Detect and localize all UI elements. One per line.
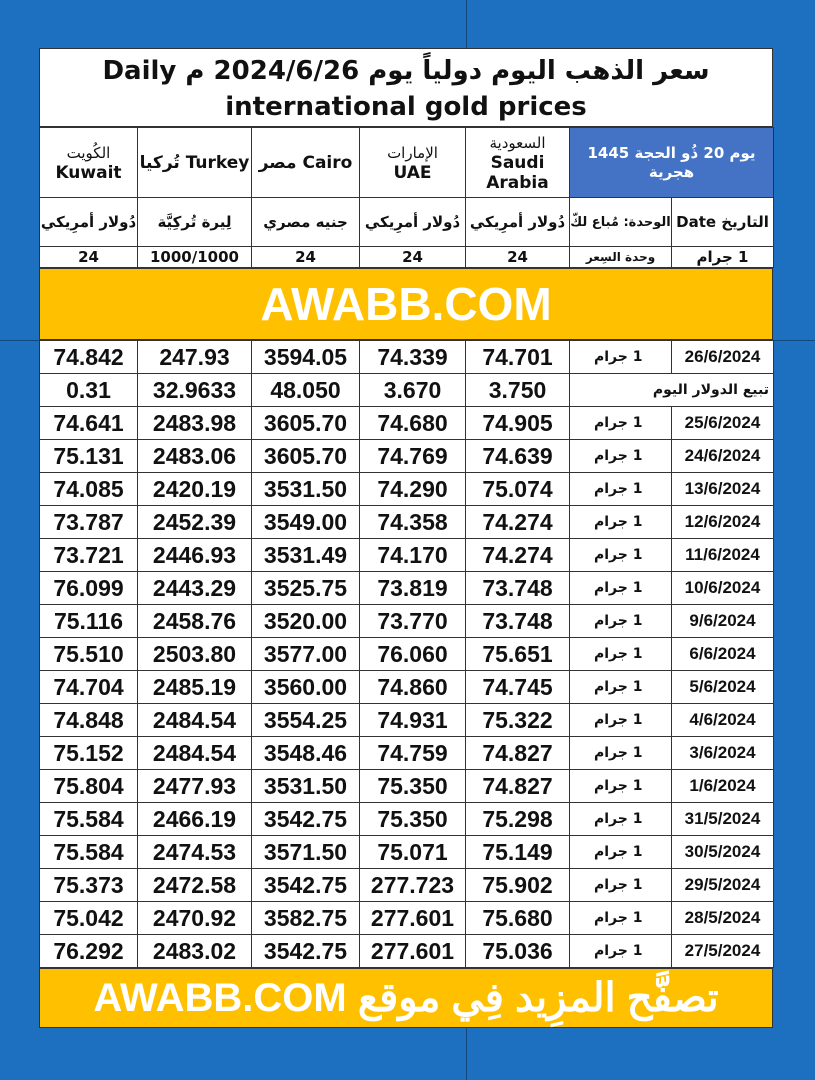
price-cairo: 3571.50 — [252, 836, 360, 869]
price-uae: 74.358 — [360, 506, 466, 539]
price-saudi: 75.680 — [466, 902, 570, 935]
price-uae: 74.931 — [360, 704, 466, 737]
usd-turkey: 32.9633 — [138, 374, 252, 407]
price-saudi: 74.827 — [466, 770, 570, 803]
quantity-cell: 1 جرام — [570, 935, 672, 968]
table-row — [40, 704, 774, 737]
table-row — [40, 902, 774, 935]
price-turkey: 2474.53 — [138, 836, 252, 869]
page-title — [39, 48, 773, 127]
country-header-row — [40, 128, 774, 198]
usd-saudi: 3.750 — [466, 374, 570, 407]
price-turkey: 2458.76 — [138, 605, 252, 638]
quantity-cell: 1 جرام — [570, 803, 672, 836]
table-row — [40, 341, 774, 374]
price-uae: 75.350 — [360, 803, 466, 836]
price-cairo: 3560.00 — [252, 671, 360, 704]
price-uae: 277.601 — [360, 935, 466, 968]
table-row — [40, 539, 774, 572]
price-saudi: 73.748 — [466, 605, 570, 638]
karat-kuwait: 24 — [40, 247, 138, 268]
price-uae: 75.071 — [360, 836, 466, 869]
price-saudi: 75.149 — [466, 836, 570, 869]
quantity-cell: 1 جرام — [570, 737, 672, 770]
price-uae: 74.860 — [360, 671, 466, 704]
date-cell: 10/6/2024 — [672, 572, 774, 605]
table-row — [40, 803, 774, 836]
price-turkey: 2443.29 — [138, 572, 252, 605]
table-row — [40, 638, 774, 671]
price-turkey: 2477.93 — [138, 770, 252, 803]
quantity-cell: 1 جرام — [570, 407, 672, 440]
header-saudi — [466, 128, 570, 198]
date-cell: 12/6/2024 — [672, 506, 774, 539]
footer-banner: تصفَّح المزِيد فِي موقع AWABB.COM — [39, 968, 773, 1028]
price-saudi: 75.902 — [466, 869, 570, 902]
price-turkey: 2472.58 — [138, 869, 252, 902]
price-saudi: 73.748 — [466, 572, 570, 605]
table-row — [40, 572, 774, 605]
price-cairo: 3542.75 — [252, 869, 360, 902]
unit-saudi: دُولار أمرِيكي — [466, 198, 570, 247]
date-cell: 1/6/2024 — [672, 770, 774, 803]
table-row — [40, 407, 774, 440]
price-uae: 75.350 — [360, 770, 466, 803]
price-saudi: 74.701 — [466, 341, 570, 374]
quantity-cell: 1 جرام — [570, 902, 672, 935]
price-uae: 277.723 — [360, 869, 466, 902]
price-uae: 73.819 — [360, 572, 466, 605]
quantity-cell: 1 جرام — [570, 572, 672, 605]
price-saudi: 74.827 — [466, 737, 570, 770]
quantity-cell: 1 جرام — [570, 671, 672, 704]
quantity-cell: 1 جرام — [570, 506, 672, 539]
quantity-cell: 1 جرام — [570, 704, 672, 737]
price-cairo: 3577.00 — [252, 638, 360, 671]
price-turkey: 2452.39 — [138, 506, 252, 539]
units-row — [40, 198, 774, 247]
price-turkey: 2483.06 — [138, 440, 252, 473]
price-saudi: 75.036 — [466, 935, 570, 968]
usd-uae: 3.670 — [360, 374, 466, 407]
karat-row — [40, 247, 774, 268]
usd-kuwait: 0.31 — [40, 374, 138, 407]
price-kuwait: 76.292 — [40, 935, 138, 968]
price-uae: 74.170 — [360, 539, 466, 572]
price-saudi: 74.274 — [466, 506, 570, 539]
title-line-2: international gold prices — [225, 92, 587, 122]
table-row — [40, 770, 774, 803]
date-cell: 13/6/2024 — [672, 473, 774, 506]
price-uae: 76.060 — [360, 638, 466, 671]
usd-rate-label: تبيع الدولار اليوم — [570, 374, 774, 407]
quantity-cell: 1 جرام — [570, 869, 672, 902]
price-saudi: 75.298 — [466, 803, 570, 836]
price-saudi: 74.745 — [466, 671, 570, 704]
price-cairo: 3554.25 — [252, 704, 360, 737]
date-cell: 3/6/2024 — [672, 737, 774, 770]
quantity-cell: 1 جرام — [570, 473, 672, 506]
price-saudi: 75.322 — [466, 704, 570, 737]
price-kuwait: 75.116 — [40, 605, 138, 638]
table-row — [40, 836, 774, 869]
price-cairo: 3525.75 — [252, 572, 360, 605]
date-cell: 30/5/2024 — [672, 836, 774, 869]
price-kuwait: 75.152 — [40, 737, 138, 770]
price-turkey: 2484.54 — [138, 704, 252, 737]
price-kuwait: 75.510 — [40, 638, 138, 671]
date-cell: 31/5/2024 — [672, 803, 774, 836]
price-kuwait: 74.085 — [40, 473, 138, 506]
table-row — [40, 671, 774, 704]
price-kuwait: 75.131 — [40, 440, 138, 473]
price-cairo: 3605.70 — [252, 407, 360, 440]
table-row — [40, 869, 774, 902]
price-uae: 74.759 — [360, 737, 466, 770]
table-row — [40, 473, 774, 506]
header-kuwait-ar: الكُويت — [66, 143, 111, 162]
date-cell: 26/6/2024 — [672, 341, 774, 374]
quantity-cell: 1 جرام — [570, 605, 672, 638]
price-saudi: 75.074 — [466, 473, 570, 506]
price-kuwait: 74.848 — [40, 704, 138, 737]
header-cairo: مصر Cairo — [252, 128, 360, 198]
quantity-cell: 1 جرام — [570, 638, 672, 671]
site-banner: AWABB.COM — [39, 268, 773, 340]
price-kuwait: 76.099 — [40, 572, 138, 605]
price-uae: 74.769 — [360, 440, 466, 473]
quantity-cell: 1 جرام — [570, 770, 672, 803]
price-turkey: 2420.19 — [138, 473, 252, 506]
title-line-1: سعر الذهب اليوم دولياً يوم 2024/6/26 م Daily — [102, 56, 710, 86]
table-row — [40, 506, 774, 539]
header-uae-en: UAE — [393, 162, 432, 183]
header-saudi-en: Saudi Arabia — [486, 152, 549, 193]
header-uae — [360, 128, 466, 198]
usd-cairo: 48.050 — [252, 374, 360, 407]
price-kuwait: 73.787 — [40, 506, 138, 539]
price-turkey: 2485.19 — [138, 671, 252, 704]
price-saudi: 74.274 — [466, 539, 570, 572]
price-cairo: 3531.50 — [252, 770, 360, 803]
gram-label: 1 جرام — [672, 247, 774, 268]
header-kuwait-en: Kuwait — [55, 162, 122, 183]
karat-turkey: 1000/1000 — [138, 247, 252, 268]
price-saudi: 74.639 — [466, 440, 570, 473]
date-cell: 28/5/2024 — [672, 902, 774, 935]
unit-turkey: لِيرة تُركِيَّة — [138, 198, 252, 247]
header-hijri-date: يوم 20 ذُو الحجة 1445 هجرية — [570, 128, 774, 198]
date-cell: 4/6/2024 — [672, 704, 774, 737]
price-turkey: 2470.92 — [138, 902, 252, 935]
price-cairo: 3520.00 — [252, 605, 360, 638]
price-turkey: 2483.98 — [138, 407, 252, 440]
price-turkey: 2484.54 — [138, 737, 252, 770]
quantity-cell: 1 جرام — [570, 539, 672, 572]
date-cell: 27/5/2024 — [672, 935, 774, 968]
header-saudi-ar: السعودية — [489, 133, 546, 152]
price-uae: 73.770 — [360, 605, 466, 638]
price-kuwait: 75.804 — [40, 770, 138, 803]
price-saudi: 74.905 — [466, 407, 570, 440]
header-turkey: تُركيا Turkey — [138, 128, 252, 198]
date-cell: 24/6/2024 — [672, 440, 774, 473]
table-row — [40, 440, 774, 473]
price-uae: 74.339 — [360, 341, 466, 374]
price-kuwait: 75.042 — [40, 902, 138, 935]
price-turkey: 2503.80 — [138, 638, 252, 671]
date-cell: 9/6/2024 — [672, 605, 774, 638]
price-kuwait: 74.641 — [40, 407, 138, 440]
price-kuwait: 75.584 — [40, 803, 138, 836]
price-cairo: 3542.75 — [252, 935, 360, 968]
price-kuwait: 75.373 — [40, 869, 138, 902]
quantity-cell: 1 جرام — [570, 440, 672, 473]
price-kuwait: 74.704 — [40, 671, 138, 704]
gold-price-sheet — [39, 48, 773, 1028]
price-turkey: 247.93 — [138, 341, 252, 374]
price-cairo: 3605.70 — [252, 440, 360, 473]
quantity-cell: 1 جرام — [570, 836, 672, 869]
karat-cairo: 24 — [252, 247, 360, 268]
date-cell: 11/6/2024 — [672, 539, 774, 572]
karat-saudi: 24 — [466, 247, 570, 268]
price-uae: 74.290 — [360, 473, 466, 506]
date-cell: 5/6/2024 — [672, 671, 774, 704]
price-kuwait: 75.584 — [40, 836, 138, 869]
price-turkey: 2466.19 — [138, 803, 252, 836]
date-cell: 25/6/2024 — [672, 407, 774, 440]
unit-kuwait: دُولار أمرِيكي — [40, 198, 138, 247]
daily-prices-table — [39, 340, 774, 968]
price-unit-label: وحدة السِعر — [570, 247, 672, 268]
price-turkey: 2483.02 — [138, 935, 252, 968]
price-cairo: 3582.75 — [252, 902, 360, 935]
quantity-cell: 1 جرام — [570, 341, 672, 374]
price-turkey: 2446.93 — [138, 539, 252, 572]
header-kuwait — [40, 128, 138, 198]
price-saudi: 75.651 — [466, 638, 570, 671]
header-uae-ar: الإمارات — [387, 143, 438, 162]
price-uae: 74.680 — [360, 407, 466, 440]
table-row — [40, 737, 774, 770]
unit-label: الوحدة: مُباع لكّ — [570, 198, 672, 247]
date-cell: 6/6/2024 — [672, 638, 774, 671]
price-kuwait: 74.842 — [40, 341, 138, 374]
price-kuwait: 73.721 — [40, 539, 138, 572]
date-column-label: التاريخ Date — [672, 198, 774, 247]
price-table — [39, 127, 774, 268]
unit-cairo: جنيه مصري — [252, 198, 360, 247]
price-cairo: 3549.00 — [252, 506, 360, 539]
price-cairo: 3542.75 — [252, 803, 360, 836]
karat-uae: 24 — [360, 247, 466, 268]
table-row — [40, 605, 774, 638]
usd-rate-row — [40, 374, 774, 407]
price-uae: 277.601 — [360, 902, 466, 935]
price-cairo: 3531.50 — [252, 473, 360, 506]
price-cairo: 3548.46 — [252, 737, 360, 770]
price-cairo: 3594.05 — [252, 341, 360, 374]
price-cairo: 3531.49 — [252, 539, 360, 572]
unit-uae: دُولار أمرِيكي — [360, 198, 466, 247]
date-cell: 29/5/2024 — [672, 869, 774, 902]
table-row — [40, 935, 774, 968]
